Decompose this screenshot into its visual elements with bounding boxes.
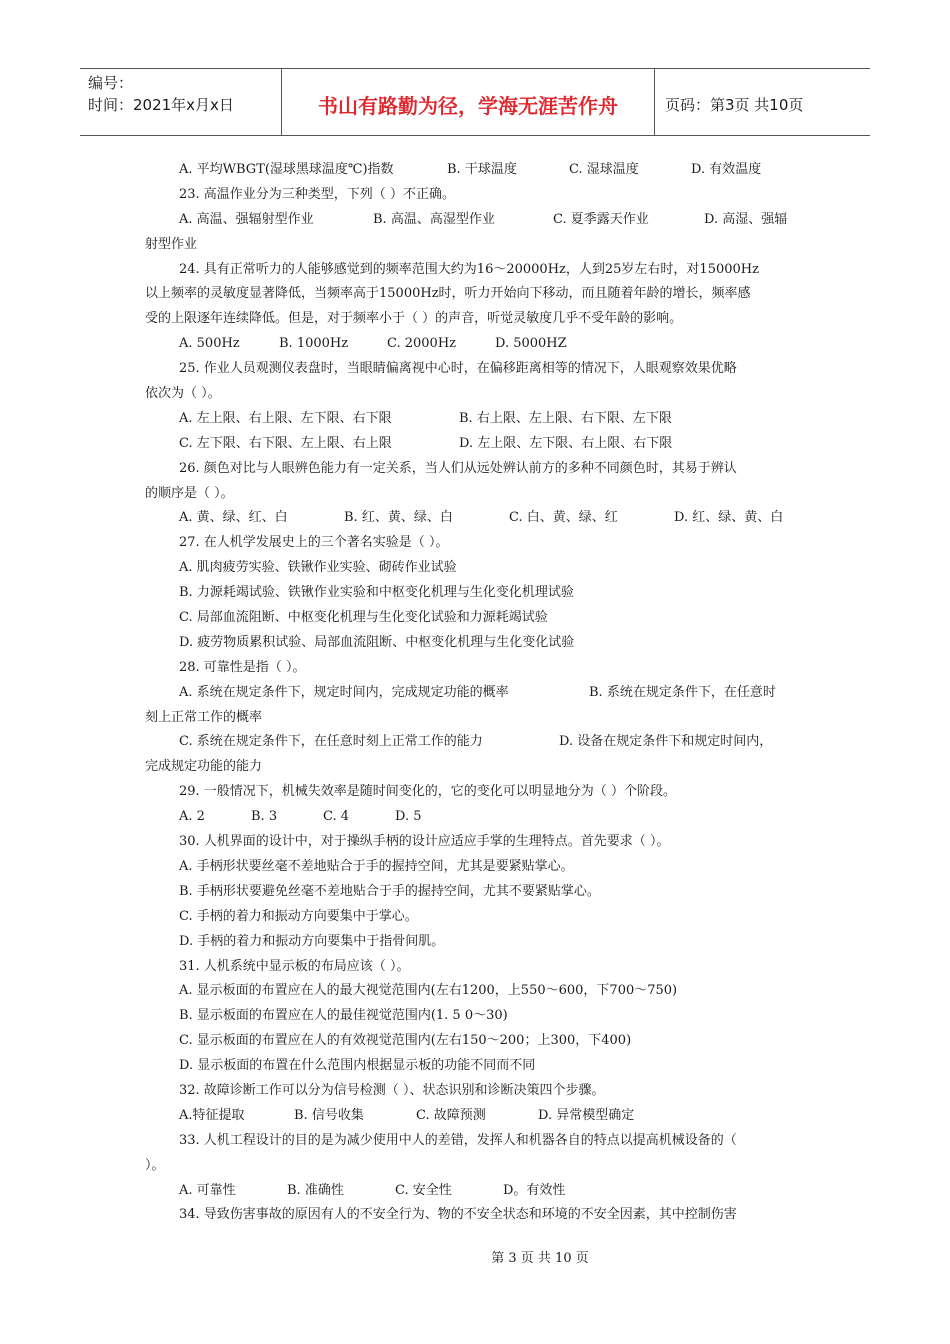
option-text: D. 5000HZ	[495, 336, 567, 352]
text-line: ）。	[145, 1157, 165, 1173]
option-text: A. 左上限、右上限、左下限、右下限	[179, 410, 392, 426]
option-text: A. 高温、强辐射型作业	[179, 211, 314, 227]
document-body	[145, 158, 805, 1228]
option-text: B. 1000Hz	[279, 336, 349, 352]
text-line: 完成规定功能的能力	[145, 759, 263, 775]
text-line: 32. 故障诊断工作可以分为信号检测（ ）、状态识别和诊断决策四个步骤。	[179, 1082, 605, 1098]
text-line: C. 局部血流阻断、中枢变化机理与生化变化试验和力源耗竭试验	[179, 610, 548, 626]
text-line: 的顺序是（ ）。	[145, 485, 234, 501]
text-line: 30. 人机界面的设计中，对于操纵手柄的设计应适应手掌的生理特点。首先要求（ ）。	[179, 834, 670, 850]
text-line: 31. 人机系统中显示板的布局应该（ ）。	[179, 958, 410, 974]
option-text: A. 平均WBGT(湿球黑球温度℃)指数	[179, 162, 394, 177]
option-text: C. 湿球温度	[569, 162, 639, 177]
text-line: 34. 导致伤害事故的原因有人的不安全行为、物的不安全状态和环境的不安全因素，其中控制伤害	[179, 1207, 737, 1223]
text-line	[145, 332, 805, 357]
text-line: A. 肌肉疲劳实验、铁锹作业实验、砌砖作业试验	[179, 560, 457, 576]
option-text: C. 系统在规定条件下，在任意时刻上正常工作的能力	[179, 734, 483, 750]
header-page-number: 页码：第3页 共10页	[665, 95, 804, 114]
option-text: A. 500Hz	[179, 336, 240, 352]
option-text: A.特征提取	[179, 1107, 245, 1123]
code-label: 编号：	[88, 74, 134, 92]
text-line	[145, 1179, 805, 1204]
option-text: D。有效性	[503, 1182, 566, 1198]
option-text: A. 2	[179, 809, 205, 825]
option-text: C. 安全性	[395, 1182, 452, 1198]
text-line: A. 手柄形状要丝毫不差地贴合于手的握持空间，尤其是要紧贴掌心。	[179, 858, 574, 874]
text-line	[145, 1104, 805, 1129]
option-text: B. 系统在规定条件下，在任意时	[589, 684, 776, 700]
option-text: C. 白、黄、绿、红	[509, 510, 618, 526]
option-text: A. 系统在规定条件下，规定时间内，完成规定功能的概率	[179, 684, 509, 700]
option-text: C. 2000Hz	[387, 336, 457, 352]
option-text: C. 夏季露天作业	[553, 211, 649, 227]
option-text: C. 故障预测	[416, 1107, 486, 1123]
option-text: D. 5	[395, 809, 422, 825]
option-text: B. 高温、高湿型作业	[373, 211, 495, 227]
text-line: 受的上限逐年连续降低。但是，对于频率小于（ ）的声音，听觉灵敏度几乎不受年龄的影响。	[145, 311, 683, 327]
text-line: D. 显示板面的布置在什么范围内根据显示板的功能不同而不同	[179, 1058, 536, 1074]
text-line	[145, 208, 805, 233]
text-line: B. 显示板面的布置应在人的最佳视觉范围内(1. 5 0～30)	[179, 1008, 508, 1024]
time-label: 时间：2021年x月x日	[88, 96, 234, 114]
text-line: 以上频率的灵敏度显著降低，当频率高于15000Hz时，听力开始向下移动，而且随着年龄的增长，频率感	[145, 286, 751, 302]
option-text: B. 信号收集	[294, 1107, 364, 1123]
text-line: 24. 具有正常听力的人能够感觉到的频率范围大约为16～20000Hz，人到25岁左右时，对15000Hz	[179, 261, 759, 277]
option-text: B. 3	[251, 809, 278, 825]
text-line: 射型作业	[145, 236, 198, 252]
text-line	[145, 730, 805, 755]
text-line: 23. 高温作业分为三种类型，下列（ ）不正确。	[179, 186, 455, 202]
option-text: B. 准确性	[287, 1182, 344, 1198]
text-line	[145, 407, 805, 432]
page-footer	[0, 1247, 950, 1266]
text-line	[145, 432, 805, 457]
text-line: B. 力源耗竭试验、铁锹作业实验和中枢变化机理与生化变化机理试验	[179, 585, 574, 601]
option-text: B. 红、黄、绿、白	[344, 510, 453, 526]
text-line	[145, 681, 805, 706]
text-line: D. 疲劳物质累积试验、局部血流阻断、中枢变化机理与生化变化试验	[179, 634, 575, 650]
option-text: D. 有效温度	[691, 162, 762, 177]
text-line: 27. 在人机学发展史上的三个著名实验是（ ）。	[179, 535, 449, 551]
text-line: 25. 作业人员观测仪表盘时，当眼睛偏离视中心时，在偏移距离相等的情况下，人眼观察效果优略	[179, 361, 737, 377]
option-text: D. 异常模型确定	[538, 1107, 635, 1123]
text-line: D. 手柄的着力和振动方向要集中于指骨间肌。	[179, 933, 445, 949]
header-motto: 书山有路勤为径，学海无涯苦作舟	[282, 69, 655, 135]
text-line: 26. 颜色对比与人眼辨色能力有一定关系，当人们从远处辨认前方的多种不同颜色时，其易于辨认	[179, 460, 737, 476]
page-header	[80, 68, 870, 136]
option-text: D. 高湿、强辐	[704, 211, 788, 227]
option-text: D. 红、绿、黄、白	[674, 510, 784, 526]
text-line: 28. 可靠性是指（ ）。	[179, 659, 306, 675]
text-line: C. 手柄的着力和振动方向要集中于掌心。	[179, 908, 418, 924]
text-line	[145, 805, 805, 830]
text-line	[145, 506, 805, 531]
header-meta	[80, 69, 282, 135]
option-text: D. 设备在规定条件下和规定时间内，	[559, 734, 773, 750]
option-text: B. 右上限、左上限、右下限、左下限	[459, 410, 672, 426]
text-line: A. 显示板面的布置应在人的最大视觉范围内(左右1200，上550～600，下700～750)	[179, 983, 678, 999]
text-line: C. 显示板面的布置应在人的有效视觉范围内(左右150～200；上300，下400)	[179, 1033, 632, 1049]
text-line: 依次为（ ）。	[145, 386, 221, 402]
text-line: B. 手柄形状要避免丝毫不差地贴合于手的握持空间，尤其不要紧贴掌心。	[179, 883, 600, 899]
option-text: C. 4	[323, 809, 350, 825]
option-text: D. 左上限、左下限、右上限、右下限	[459, 435, 673, 451]
footer-page-number: 第 3 页 共 10 页	[491, 1251, 589, 1266]
option-text: B. 干球温度	[447, 162, 517, 177]
text-line	[145, 158, 805, 183]
text-line: 33. 人机工程设计的目的是为减少使用中人的差错，发挥人和机器各自的特点以提高机械设备的（	[179, 1132, 737, 1148]
option-text: C. 左下限、右下限、左上限、右上限	[179, 435, 392, 451]
text-line: 29. 一般情况下，机械失效率是随时间变化的，它的变化可以明显地分为（ ）个阶段。	[179, 784, 676, 800]
text-line: 刻上正常工作的概率	[145, 709, 263, 725]
option-text: A. 可靠性	[179, 1182, 236, 1198]
option-text: A. 黄、绿、红、白	[179, 510, 288, 526]
